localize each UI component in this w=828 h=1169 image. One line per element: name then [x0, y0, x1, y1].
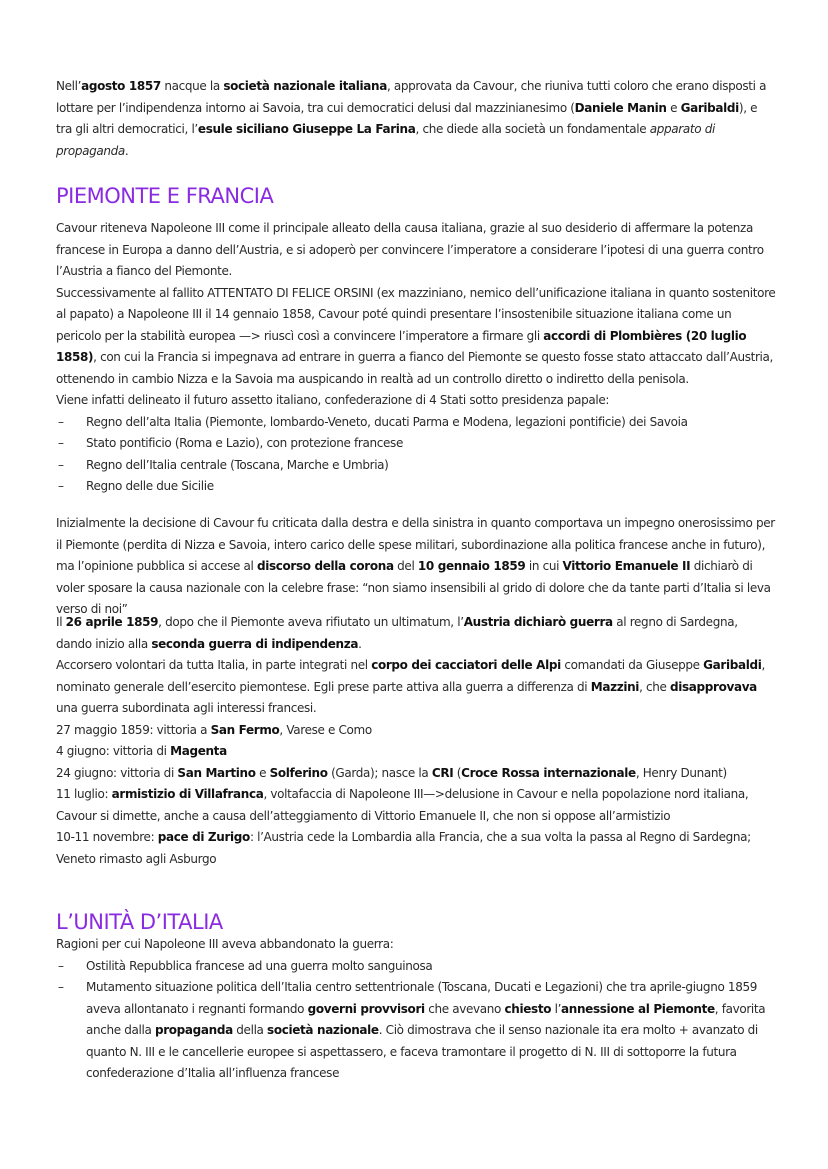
list-item: – Stato pontificio (Roma e Lazio), con protezione francese	[56, 433, 776, 455]
paragraph: Viene infatti delineato il futuro assetto italiano, confederazione di 4 Stati sotto presidenza papale:	[56, 393, 610, 407]
list-item: – Regno dell’Italia centrale (Toscana, Marche e Umbria)	[56, 455, 776, 477]
section-war-body	[56, 612, 776, 870]
intro-paragraph: Nell’agosto 1857 nacque la società nazionale italiana, approvata da Cavour, che riuniva tutti coloro che erano disposti a lottare per l’indipendenza intorno ai Savoia, tra cui democratici delusi dal mazzinianesimo (Daniele Manin e Garibaldi), e tra gli altri democratici, l’esule siciliano Giuseppe La Farina, che diede alla società un fondamentale apparato di propaganda.	[56, 79, 767, 158]
list-item: – Regno dell’alta Italia (Piemonte, lombardo-Veneto, ducati Parma e Modena, legazioni pontificie) dei Savoia	[56, 412, 776, 434]
paragraph: Ragioni per cui Napoleone III aveva abbandonato la guerra:	[56, 937, 394, 951]
list-item: – Ostilità Repubblica francese ad una guerra molto sanguinosa	[56, 956, 776, 978]
event-line: 11 luglio: armistizio di Villafranca, voltafaccia di Napoleone III—>delusione in Cavour e nella popolazione nord italiana, Cavour si dimette, anche a causa dell’atteggiamento di Vittorio Emanuele II, che non si oppose all’armistizio	[56, 787, 749, 823]
reasons-list	[56, 956, 776, 1085]
event-line: 27 maggio 1859: vittoria a San Fermo, Varese e Como	[56, 722, 372, 737]
heading-piemonte-francia: PIEMONTE E FRANCIA	[56, 184, 274, 208]
event-line: 4 giugno: vittoria di Magenta	[56, 744, 227, 758]
event-line: 24 giugno: vittoria di San Martino e Solferino (Garda); nasce la CRI (Croce Rossa internazionale, Henry Dunant)	[56, 765, 727, 780]
list-item: – Regno delle due Sicilie	[56, 476, 776, 498]
section-piemonte-francia-body	[56, 218, 776, 498]
states-list	[56, 412, 776, 498]
list-item: – Mutamento situazione politica dell’Italia centro settentrionale (Toscana, Ducati e Legazioni) che tra aprile-giugno 1859 aveva allontanato i regnanti formando governi provvisori che avevano chiesto l’annessione al Piemonte, favorita anche dalla propaganda della società nazionale. Ciò dimostrava che il senso nazionale ita era molto + avanzato di quanto N. III e le cancellerie europee si aspettassero, e faceva tramontare il progetto di N. III di sottoporre la futura confederazione d’Italia all’influenza francese	[56, 977, 776, 1085]
paragraph: Successivamente al fallito ATTENTATO DI FELICE ORSINI (ex mazziniano, nemico dell’unificazione italiana in quanto sostenitore al papato) a Napoleone III il 14 gennaio 1858, Cavour poté quindi presentare l’insostenibile situazione italiana come un pericolo per la stabilità europea —> riuscì così a convincere l’imperatore a firmare gli accordi di Plombières (20 luglio 1858), con cui la Francia si impegnava ad entrare in guerra a fianco del Piemonte se questo fosse stato attaccato dall’Austria, ottenendo in cambio Nizza e la Savoia ma auspicando in realtà ad un controllo diretto o indiretto della penisola.	[56, 285, 776, 386]
paragraph: Il 26 aprile 1859, dopo che il Piemonte aveva rifiutato un ultimatum, l’Austria dichiarò guerra al regno di Sardegna, dando inizio alla seconda guerra di indipendenza.	[56, 615, 738, 651]
paragraph: Cavour riteneva Napoleone III come il principale alleato della causa italiana, grazie al suo desiderio di affermare la potenza francese in Europa a danno dell’Austria, e si adoperò per convincere l’imperatore a considerare l’ipotesi di una guerra contro l’Austria a fianco del Piemonte.	[56, 221, 764, 278]
paragraph-cavour-criticism: Inizialmente la decisione di Cavour fu criticata dalla destra e della sinistra in quanto comportava un impegno onerosissimo per il Piemonte (perdita di Nizza e Savoia, intero carico delle spese militari, subordinazione alla politica francese anche in futuro), ma l’opinione pubblica si accese al discorso della corona del 10 gennaio 1859 in cui Vittorio Emanuele II dichiarò di voler sposare la causa nazionale con la celebre frase: “non siamo insensibili al grido di dolore che da tante parti d’Italia si leva verso di noi”	[56, 516, 775, 616]
paragraph: Accorsero volontari da tutta Italia, in parte integrati nel corpo dei cacciatori delle Alpi comandati da Giuseppe Garibaldi, nominato generale dell’esercito piemontese. Egli prese parte attiva alla guerra a differenza di Mazzini, che disapprovava una guerra subordinata agli interessi francesi.	[56, 658, 765, 715]
event-line: 10-11 novembre: pace di Zurigo: l’Austria cede la Lombardia alla Francia, che a sua volta la passa al Regno di Sardegna; Veneto rimasto agli Asburgo	[56, 830, 751, 866]
section-unita-body	[56, 934, 776, 1085]
heading-unita-italia: L’UNITÀ D’ITALIA	[56, 910, 223, 934]
